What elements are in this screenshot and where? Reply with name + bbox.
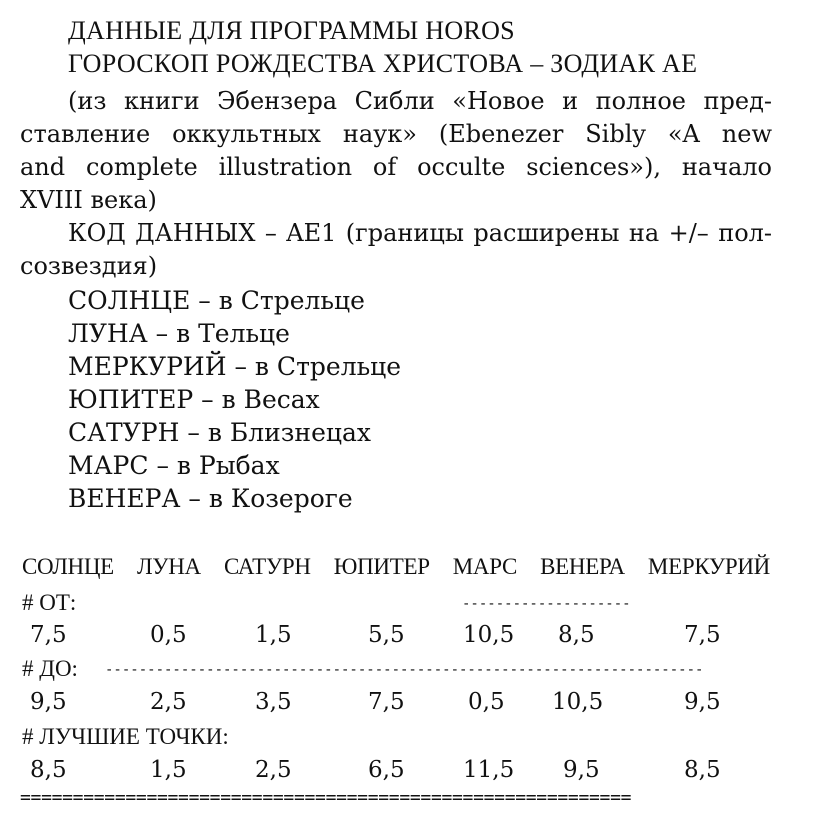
table-cell: 1,5 [255, 622, 292, 648]
code-line-2: созвездия) [20, 252, 158, 280]
table-cell: 0,5 [468, 689, 505, 715]
title-line-1: ДАННЫЕ ДЛЯ ПРОГРАММЫ HOROS [68, 16, 515, 45]
position-sign: – в Близнецах [187, 418, 371, 447]
table-header-cell: МЕРКУРИЙ [647, 554, 770, 579]
position-planet: ВЕНЕРА [68, 484, 181, 513]
position-row [68, 484, 353, 514]
to-label: # ДО: [22, 656, 78, 681]
table-cell: 8,5 [684, 757, 721, 783]
table-header-cell: МАРС [452, 554, 518, 579]
position-planet: САТУРН [68, 418, 180, 447]
from-label: # ОТ: [22, 590, 77, 615]
position-planet: ЛУНА [68, 319, 148, 348]
position-planet: МАРС [68, 451, 149, 480]
table-cell: 2,5 [255, 757, 292, 783]
table-cell: 9,5 [684, 689, 721, 715]
table-cell: 5,5 [368, 622, 405, 648]
table-cell: 8,5 [558, 622, 595, 648]
position-planet: ЮПИТЕР [68, 385, 194, 414]
table-cell: 0,5 [150, 622, 187, 648]
table-cell: 6,5 [368, 757, 405, 783]
table-cell: 9,5 [30, 689, 67, 715]
position-sign: – в Тельце [155, 319, 290, 348]
table-row-to [0, 687, 813, 717]
position-sign: – в Стрельце [234, 352, 402, 381]
table-cell: 1,5 [150, 757, 187, 783]
source-line-1: (из книги Эбензера Сибли «Новое и полное пред- [68, 87, 772, 115]
table-cell: 10,5 [552, 689, 604, 715]
position-row [68, 385, 320, 415]
best-label: # ЛУЧШИЕ ТОЧКИ: [22, 724, 229, 749]
table-cell: 7,5 [684, 622, 721, 648]
position-row [68, 451, 280, 481]
table-row-best [0, 755, 813, 785]
table-header [22, 552, 770, 582]
table-cell: 11,5 [463, 757, 515, 783]
position-sign: – в Козероге [188, 484, 353, 513]
position-sign: – в Стрельце [198, 286, 365, 315]
table-cell: 3,5 [255, 689, 292, 715]
code-line-1: КОД ДАННЫХ – AE1 (границы расширены на +/– пол- [68, 219, 772, 247]
table-cell: 2,5 [150, 689, 187, 715]
end-rule: ========================================================== [20, 787, 632, 808]
position-row [68, 418, 371, 448]
position-sign: – в Весах [201, 385, 320, 414]
position-row [68, 352, 401, 382]
from-dashes: -------------------- [462, 596, 631, 612]
position-planet: МЕРКУРИЙ [68, 352, 227, 381]
table-cell: 8,5 [30, 757, 67, 783]
position-sign: – в Рыбах [156, 451, 280, 480]
title-line-2: ГОРОСКОП РОЖДЕСТВА ХРИСТОВА – ЗОДИАК AE [68, 49, 698, 78]
table-cell: 10,5 [463, 622, 515, 648]
table-header-cell: ЮПИТЕР [333, 554, 430, 579]
table-header-cell: СОЛНЦЕ [22, 554, 114, 579]
source-line-3: and complete illustration of occulte sciences»), начало [20, 153, 772, 181]
to-dashes: ----------------------------------------------------------------------- [105, 662, 704, 678]
table-cell: 9,5 [563, 757, 600, 783]
table-cell: 7,5 [30, 622, 67, 648]
position-planet: СОЛНЦЕ [68, 286, 191, 315]
table-row-from [0, 620, 813, 650]
source-line-4: XVIII века) [20, 186, 157, 214]
position-row [68, 319, 290, 349]
source-line-2: ставление оккультных наук» (Ebenezer Sibly «A new [20, 120, 772, 148]
table-header-cell: ВЕНЕРА [540, 554, 625, 579]
table-cell: 7,5 [368, 689, 405, 715]
table-header-cell: ЛУНА [136, 554, 201, 579]
position-row [68, 286, 365, 316]
table-header-cell: САТУРН [223, 554, 311, 579]
